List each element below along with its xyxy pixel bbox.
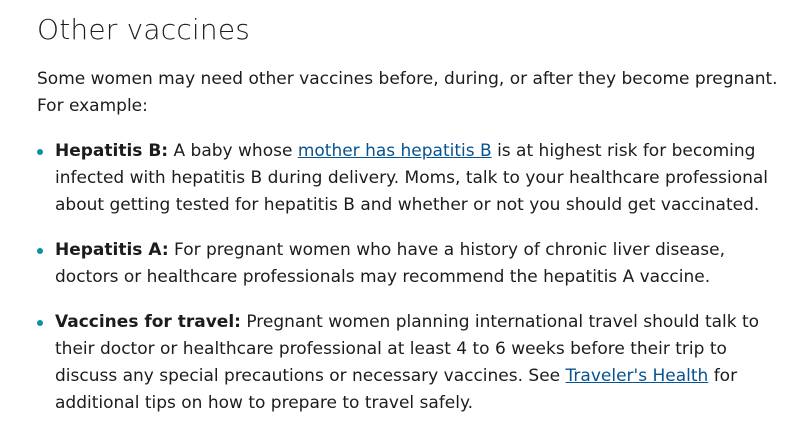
bullet-icon: [37, 149, 43, 155]
item-text: For pregnant women who have a history of chronic liver disease, doctors or healthcare professionals may recommend the hepatitis A vaccine.: [55, 240, 725, 287]
term-label: Vaccines for travel:: [55, 312, 241, 332]
item-text: A baby whose: [168, 141, 298, 161]
travelers-health-link[interactable]: Traveler's Health: [565, 366, 709, 386]
term-label: Hepatitis A:: [55, 240, 169, 260]
item-text: Pregnant women planning international travel should talk to their doctor or healthcare professional at least 4 to 6 weeks before their trip to discuss any special precautions or necessary vaccines. See: [55, 312, 760, 386]
list-item-hepatitis-b: [37, 138, 787, 219]
vaccine-list: [37, 138, 787, 417]
item-text: is at highest risk for becoming infected with hepatitis B during delivery. Moms, talk to your healthcare professional about getting tested for hepatitis B and whether or not you should get vaccinated.: [55, 141, 769, 215]
section-heading: Other vaccines: [37, 13, 251, 46]
mother-hepatitis-b-link[interactable]: mother has hepatitis B: [297, 141, 492, 161]
bullet-icon: [37, 320, 43, 326]
term-label: Hepatitis B:: [55, 141, 169, 161]
list-item-hepatitis-a: [37, 237, 787, 291]
item-text: for additional tips on how to prepare to travel safely.: [55, 366, 738, 413]
intro-paragraph: Some women may need other vaccines before, during, or after they become pregnant. For example:: [37, 69, 778, 116]
bullet-icon: [37, 248, 43, 254]
list-item-vaccines-for-travel: [37, 309, 787, 417]
